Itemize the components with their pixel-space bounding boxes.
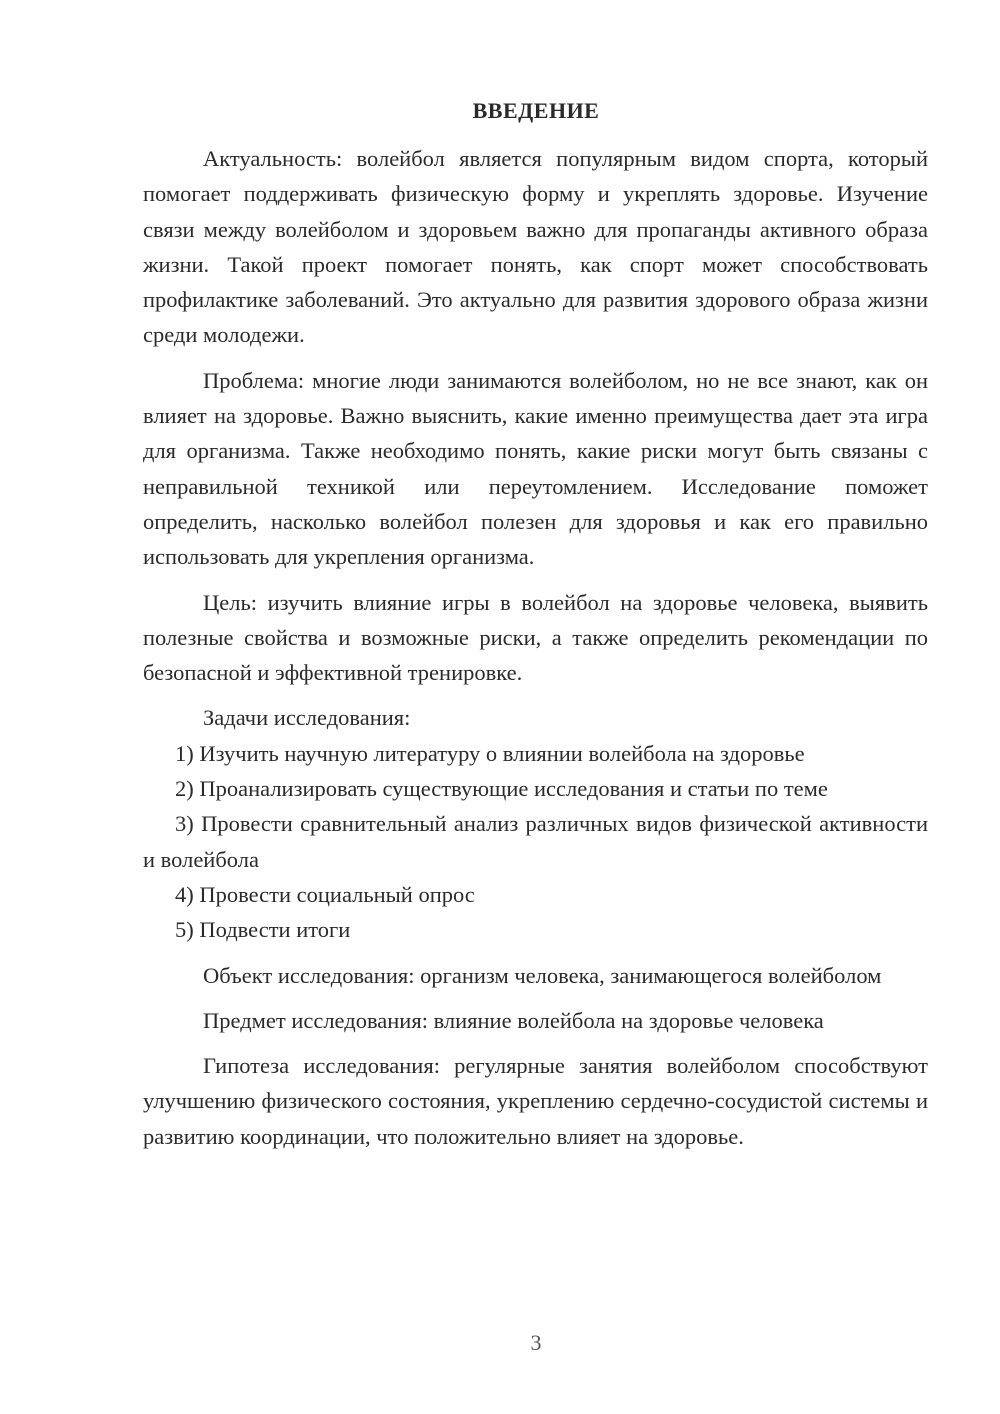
task-item-2: 2) Проанализировать существующие исследования и статьи по теме [175,776,828,802]
task-item-5: 5) Подвести итоги [175,917,351,943]
task-item-4: 4) Провести социальный опрос [175,881,475,907]
task-item-3: 3) Провести сравнительный анализ различных видов физической активности и волейбола [143,811,928,872]
problem-paragraph: Проблема: многие люди занимаются волейболом, но не все знают, как он влияет на здоровье. Важно выяснить, какие именно преимущества дает эта игра для организма. Также необходимо понять, какие риски могут быть связаны с неправильной техникой или переутомлением. Исследование поможет определить, насколько волейбол полезен для здоровья и как его правильно использовать для укрепления организма. [143,367,928,570]
section-heading: ВВЕДЕНИЕ [472,98,600,123]
goal-paragraph: Цель: изучить влияние игры в волейбол на здоровье человека, выявить полезные свойства и возможные риски, а также определить рекомендации по безопасной и эффективной тренировке. [143,589,928,686]
object-paragraph: Объект исследования: организм человека, занимающегося волейболом [203,962,882,988]
subject-paragraph: Предмет исследования: влияние волейбола на здоровье человека [203,1007,824,1033]
body-text [143,141,928,1154]
relevance-paragraph: Актуальность: волейбол является популярным видом спорта, который помогает поддерживать физическую форму и укреплять здоровье. Изучение связи между волейболом и здоровьем важно для пропаганды активного образа жизни. Такой проект помогает понять, как спорт может способствовать профилактике заболеваний. Это актуально для развития здорового образа жизни среди молодежи. [143,146,928,348]
page-number: 3 [530,1330,542,1355]
tasks-heading: Задачи исследования: [203,705,411,731]
task-item-1: 1) Изучить научную литературу о влиянии волейбола на здоровье [175,740,805,766]
hypothesis-paragraph: Гипотеза исследования: регулярные занятия волейболом способствуют улучшению физического состояния, укреплению сердечно-сосудистой системы и развитию координации, что положительно влияет на здоровье. [143,1053,928,1149]
